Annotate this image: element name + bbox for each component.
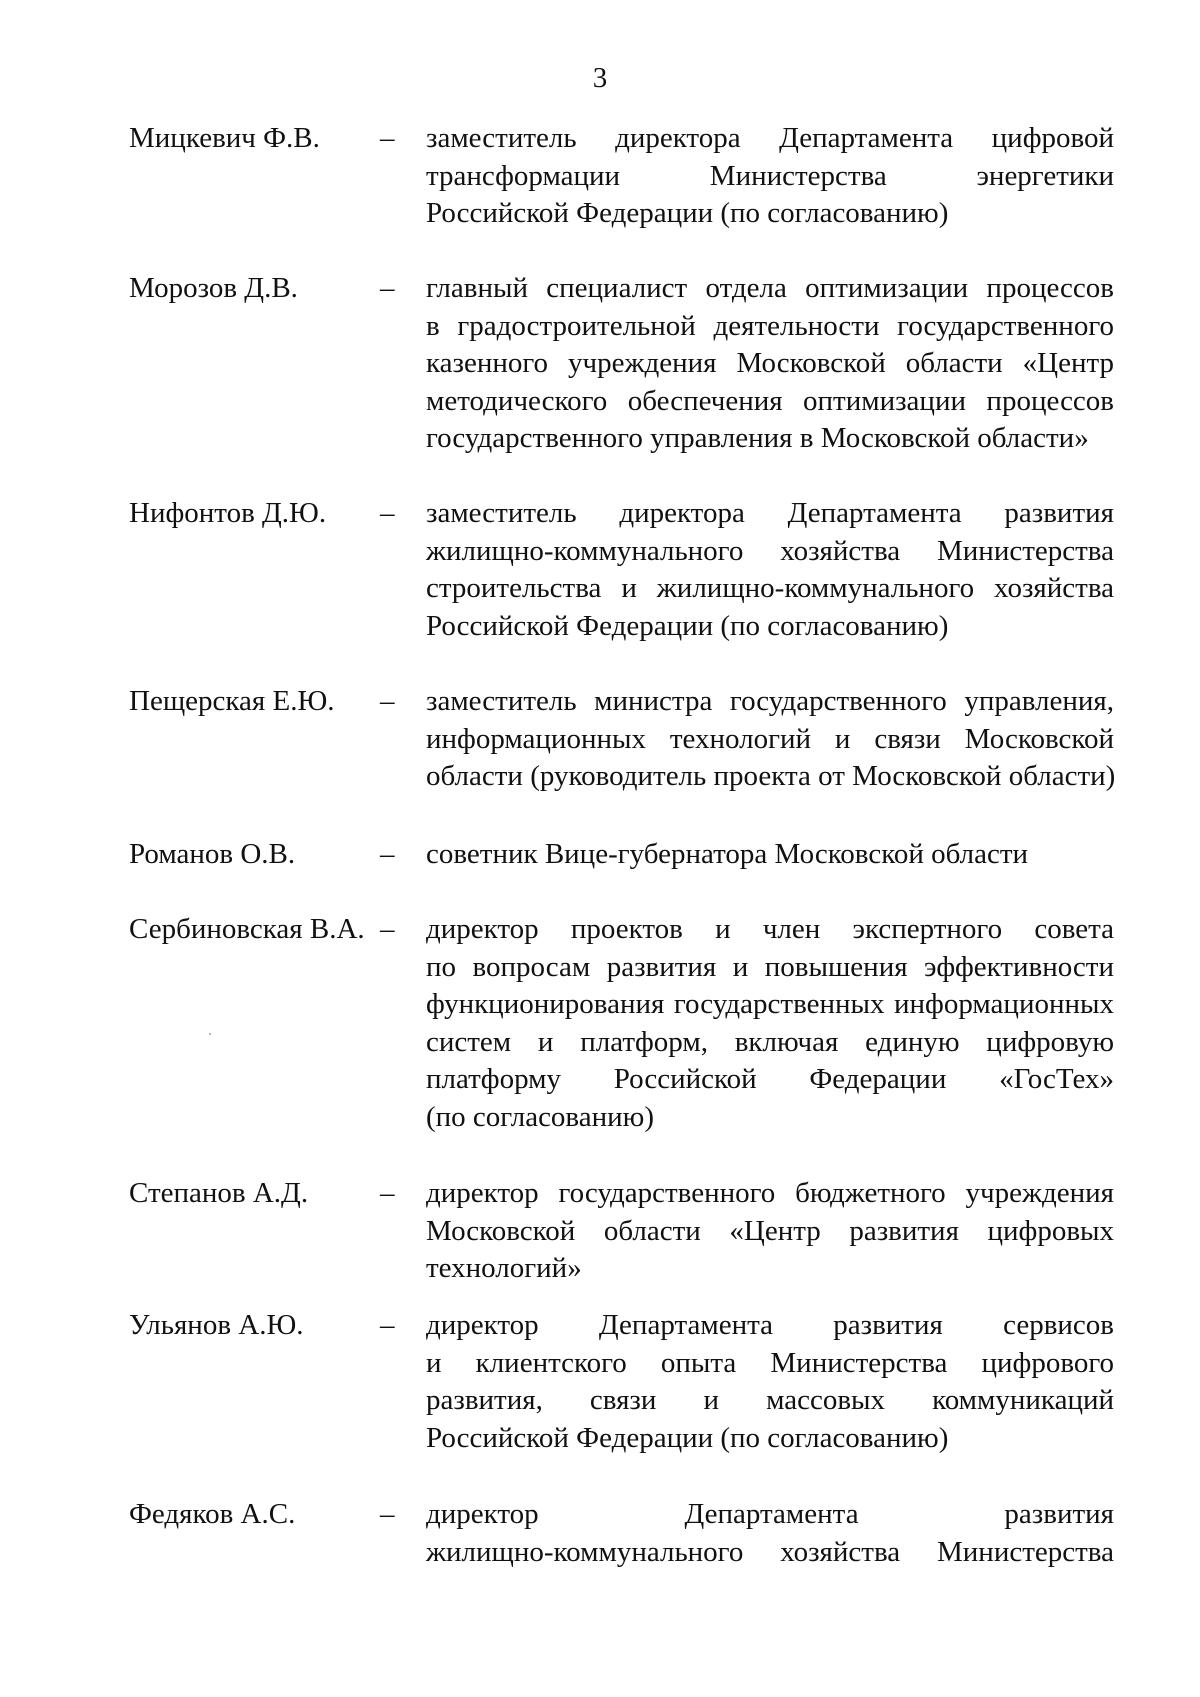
position-line: и клиентского опыта Министерства цифрового [426,1346,1114,1379]
position-line: главный специалист отдела оптимизации процессов [426,272,1114,304]
member-position [426,270,1114,458]
position-line: Российской Федерации (по согласованию) [426,609,949,642]
member-name: Морозов Д.В. [129,272,298,304]
position-line: технологий» [426,1252,582,1284]
dash-separator: – [380,1177,395,1209]
position-line: казенного учреждения Московской области «Центр [426,347,1114,379]
dash-separator: – [380,1309,395,1341]
dash-separator: – [380,838,395,870]
member-position [426,1496,1114,1571]
member-name: Мицкевич Ф.В. [129,122,320,154]
position-line: заместитель директора Департамента цифровой [426,122,1114,154]
member-position [426,836,1114,874]
position-line: платформу Российской Федерации «ГосТех» [426,1063,1114,1095]
position-line: информационных технологий и связи Московской [426,722,1114,755]
position-line: заместитель директора Департамента развития [426,497,1114,529]
position-line: строительства и жилищно-коммунального хозяйства [426,572,1114,604]
member-position [426,683,1114,796]
dash-separator: – [380,1498,395,1530]
member-position [426,120,1114,233]
position-line: Российской Федерации (по согласованию) [426,197,949,229]
dash-separator: – [380,122,395,154]
position-line: советник Вице-губернатора Московской области [426,838,1029,870]
member-name: Романов О.В. [129,838,296,870]
position-line: заместитель министра государственного управления, [426,685,1114,717]
position-line: Российской Федерации (по согласованию) [426,1421,949,1454]
member-name: Сербиновская В.А. [129,913,365,945]
position-line: директор Департамента развития [426,1498,1114,1530]
dash-separator: – [380,272,395,304]
position-line: (по согласованию) [426,1100,654,1133]
member-position [426,911,1114,1136]
position-line: государственного управления в Московской области» [426,422,1089,454]
position-line: в градостроительной деятельности государственного [426,309,1114,342]
position-line: систем и платформ, включая единую цифровую [426,1025,1114,1058]
position-line: функционирования государственных информационных [426,988,1114,1020]
member-name: Федяков А.С. [129,1498,296,1530]
member-name: Ульянов А.Ю. [129,1309,304,1341]
position-line: развития, связи и массовых коммуникаций [426,1384,1114,1416]
page-number: 3 [592,62,608,94]
position-line: трансформации Министерства энергетики [426,159,1114,192]
position-line: области (руководитель проекта от Московской области) [426,760,1116,792]
position-line: директор государственного бюджетного учреждения [426,1177,1114,1209]
dash-separator: – [380,685,395,717]
position-line: по вопросам развития и повышения эффективности [426,950,1114,983]
member-position [426,1175,1114,1288]
position-line: жилищно-коммунального хозяйства Министерства [426,1535,1114,1568]
member-name: Нифонтов Д.Ю. [129,497,327,529]
member-name: Степанов А.Д. [129,1177,309,1209]
member-name: Пещерская Е.Ю. [129,685,335,717]
position-line: директор Департамента развития сервисов [426,1309,1114,1341]
member-position [426,1307,1114,1457]
position-line: Московской области «Центр развития цифровых [426,1214,1114,1247]
dash-separator: – [380,497,395,529]
position-line: методического обеспечения оптимизации процессов [426,384,1114,417]
dash-separator: – [380,913,395,945]
position-line: директор проектов и член экспертного совета [426,913,1114,945]
position-line: жилищно-коммунального хозяйства Министерства [426,534,1114,567]
scan-artifact [209,1033,211,1035]
member-position [426,495,1114,645]
